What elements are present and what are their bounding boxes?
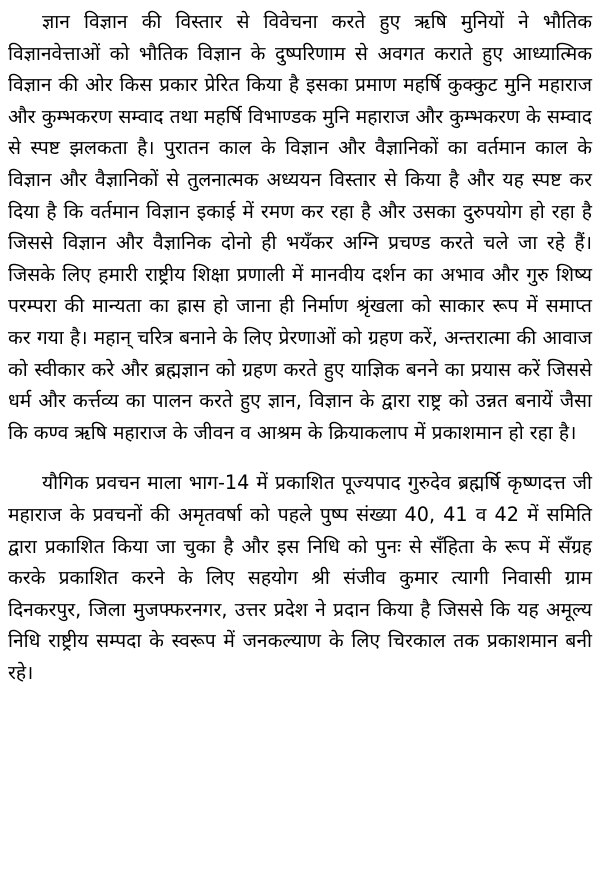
paragraph-knowledge-science: ज्ञान विज्ञान की विस्तार से विवेचना करते हुए ऋषि मुनियों ने भौतिक विज्ञानवेत्ताओं को भौतिक विज्ञान के दुष्परिणाम से अवगत कराते हुए आध्यात्मिक विज्ञान की ओर किस प्रकार प्रेरित किया है इसका प्रमाण महर्षि कुक्कुट मुनि महाराज और कुम्भकरण सम्वाद तथा महर्षि विभाण्डक मुनि महाराज और कुम्भकरण के सम्वाद से स्पष्ट झलकता है। पुरातन काल के विज्ञान और वैज्ञानिकों का वर्तमान काल के विज्ञान और वैज्ञानिकों से तुलनात्मक अध्ययन विस्तार से किया है और यह स्पष्ट कर दिया है कि वर्तमान विज्ञान इकाई में रमण कर रहा है और उसका दुरुपयोग हो रहा है जिससे विज्ञान और वैज्ञानिक दोनो ही भयँकर अग्नि प्रचण्ड करते चले जा रहे हैं। जिसके लिए हमारी राष्ट्रीय शिक्षा प्रणाली में मानवीय दर्शन का अभाव और गुरु शिष्य परम्परा की मान्यता का ह्रास हो जाना ही निर्माण श्रृंखला को साकार रूप में समाप्त कर गया है। महान् चरित्र बनाने के लिए प्रेरणाओं को ग्रहण करें, अन्तरात्मा की आवाज को स्वीकार करे और ब्रह्मज्ञान को ग्रहण करते हुए याज्ञिक बनने का प्रयास करें जिससे धर्म और कर्त्तव्य का पालन करते हुए ज्ञान, विज्ञान के द्वारा राष्ट्र को उन्नत बनायें जैसा कि कण्व ऋषि महाराज के जीवन व आश्रम के क्रियाकलाप में प्रकाशमान हो रहा है। xyxy=(8,10,592,444)
paragraph-yogic-discourse: यौगिक प्रवचन माला भाग-14 में प्रकाशित पूज्यपाद गुरुदेव ब्रह्मर्षि कृष्णदत्त जी महाराज के प्रवचनों की अमृतवर्षा को पहले पुष्प संख्या 40, 41 व 42 में समिति द्वारा प्रकाशित किया जा चुका है और इस निधि को पुनः से सँहिता के रूप में सँग्रह करके प्रकाशित करने के लिए सहयोग श्री संजीव कुमार त्यागी निवासी ग्राम दिनकरपुर, जिला मुजफ्फरनगर, उत्तर प्रदेश ने प्रदान किया है जिससे कि यह अमूल्य निधि राष्ट्रीय सम्पदा के स्वरूप में जनकल्याण के लिए चिरकाल तक प्रकाशमान बनी रहे। xyxy=(8,471,592,684)
